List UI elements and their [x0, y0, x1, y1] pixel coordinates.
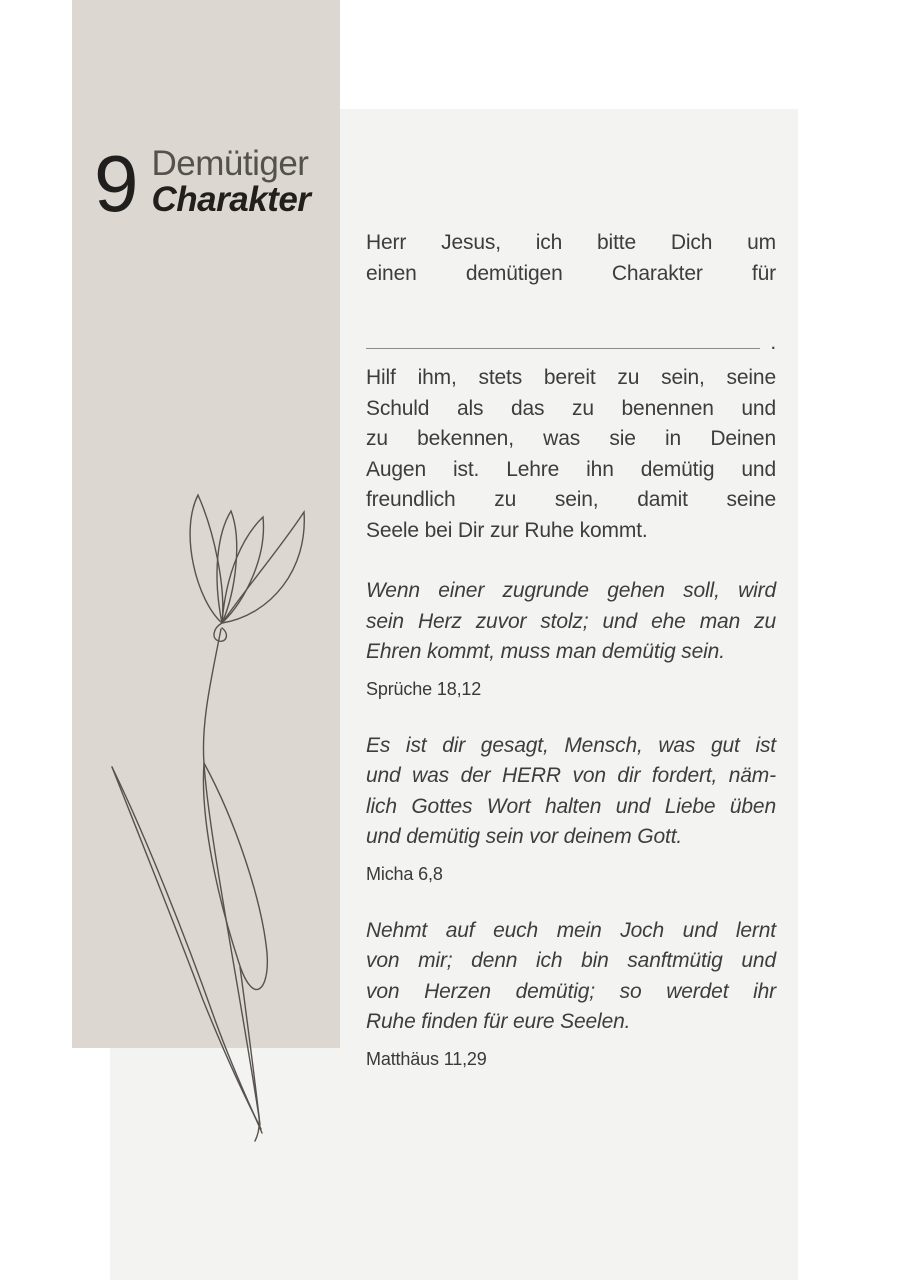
- prayer-paragraph-main: [366, 363, 776, 546]
- verse-line: Wenn einer zugrunde gehen soll, wird: [366, 579, 776, 602]
- verse-block-matthaeus: [366, 916, 776, 1071]
- fill-in-line: [366, 348, 760, 349]
- verse-line: und demütig sein vor deinem Gott.: [366, 825, 683, 848]
- verse-line: sein Herz zuvor stolz; und ehe man zu: [366, 609, 776, 633]
- verse-line: lich Gottes Wort halten und Liebe üben: [366, 794, 776, 818]
- tulip-leaf-big: [203, 763, 267, 990]
- chapter-title: [152, 146, 311, 218]
- tulip-stem: [203, 629, 259, 1141]
- prayer-line: freundlich zu sein, damit seine: [366, 488, 776, 511]
- fill-in-name-blank: [366, 331, 776, 355]
- prayer-paragraph-intro: [366, 228, 776, 289]
- prayer-line: Hilf ihm, stets bereit zu sein, seine: [366, 366, 776, 389]
- chapter-number: 9: [94, 139, 137, 228]
- verse-reference: Sprüche 18,12: [366, 678, 482, 699]
- verse-line: Ruhe finden für eure Seelen.: [366, 1010, 631, 1033]
- verse-reference: Matthäus 11,29: [366, 1048, 487, 1069]
- tulip-leaf-thin-a: [112, 767, 261, 1129]
- verse-line: Nehmt auf euch mein Joch und lernt: [366, 918, 776, 942]
- blank-period: .: [770, 331, 776, 354]
- prayer-line: zu bekennen, was sie in Deinen: [366, 427, 776, 450]
- verse-line: Es ist dir gesagt, Mensch, was gut ist: [366, 733, 776, 757]
- tulip-leaf-big-tail: [240, 967, 260, 1125]
- verse-block-micha: [366, 731, 776, 886]
- prayer-line: Schuld als das zu benennen und: [366, 396, 776, 420]
- page-content: [366, 228, 776, 1071]
- chapter-header: [94, 139, 311, 228]
- chapter-title-line2: Charakter: [151, 180, 311, 219]
- prayer-line: Augen ist. Lehre ihn demütig und: [366, 457, 776, 481]
- tulip-line-art-illustration: [85, 475, 325, 1155]
- chapter-title-line1: Demütiger: [151, 144, 309, 183]
- verse-reference: Micha 6,8: [366, 863, 443, 884]
- verse-line: Ehren kommt, muss man demütig sein.: [366, 640, 725, 663]
- verse-block-sprueche: [366, 576, 776, 701]
- verse-line: von mir; denn ich bin sanftmütig und: [366, 949, 776, 972]
- prayer-line: Seele bei Dir zur Ruhe kommt.: [366, 518, 648, 542]
- prayer-line: einen demütigen Charakter für: [366, 261, 776, 285]
- verse-line: und was der HERR von dir fordert, näm-: [366, 764, 776, 787]
- prayer-line: Herr Jesus, ich bitte Dich um: [366, 231, 776, 254]
- verse-line: von Herzen demütig; so werdet ihr: [366, 979, 776, 1003]
